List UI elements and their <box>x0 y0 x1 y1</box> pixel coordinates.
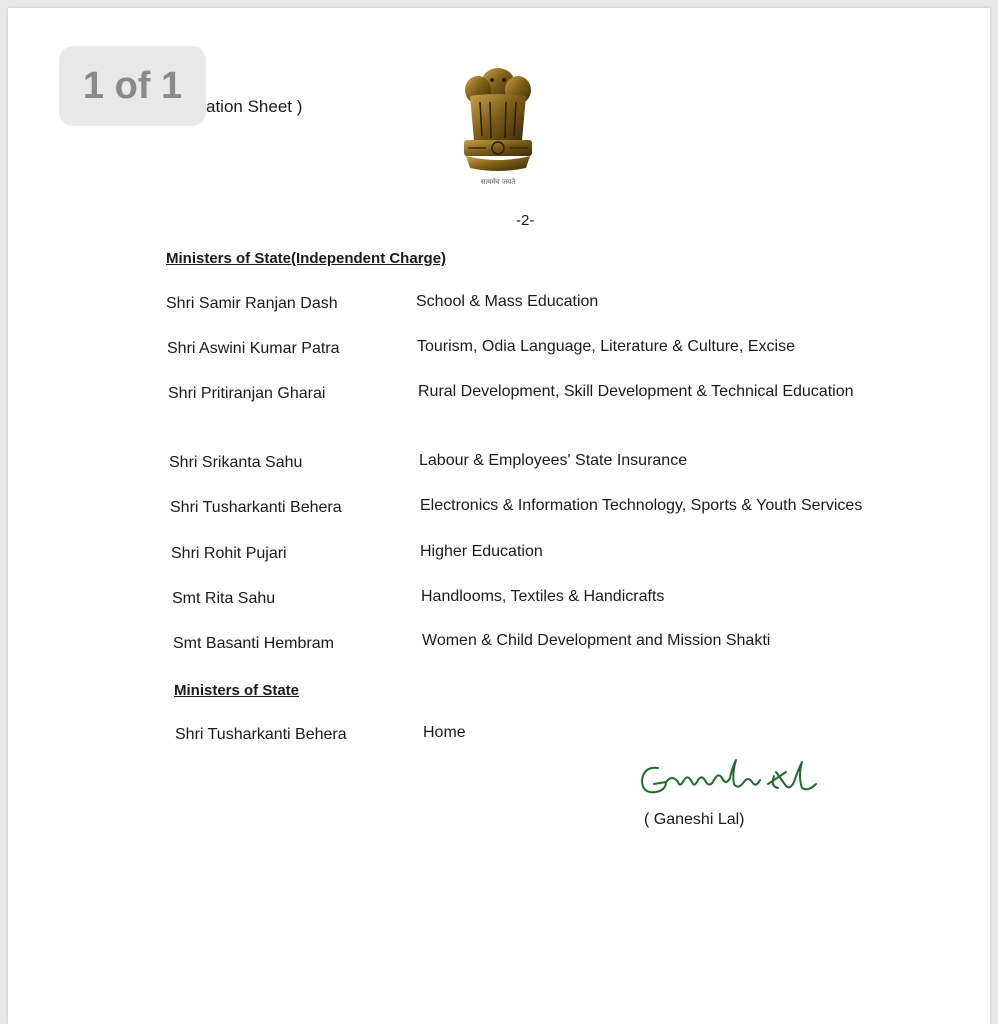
signature-icon <box>636 756 826 806</box>
minister-portfolio: Electronics & Information Technology, Sports & Youth Services <box>420 497 863 514</box>
header-fragment: ation Sheet ) <box>206 97 303 116</box>
minister-name: Shri Srikanta Sahu <box>169 454 303 471</box>
emblem-caption: सत्यमेव जयते <box>480 178 516 186</box>
minister-portfolio: Rural Development, Skill Development & Technical Education <box>418 383 854 400</box>
section-heading-mos: Ministers of State <box>174 682 300 699</box>
document-page <box>8 8 990 1024</box>
minister-name: Smt Rita Sahu <box>172 590 276 607</box>
minister-portfolio: Higher Education <box>420 543 543 560</box>
minister-portfolio: Home <box>423 724 466 741</box>
minister-name: Smt Basanti Hembram <box>173 635 334 652</box>
minister-name: Shri Tusharkanti Behera <box>175 726 347 743</box>
signatory-name: ( Ganeshi Lal) <box>644 811 745 828</box>
national-emblem-icon <box>456 62 540 188</box>
minister-portfolio: Women & Child Development and Mission Shakti <box>422 632 771 649</box>
page-number: -2- <box>516 212 535 229</box>
minister-portfolio: Tourism, Odia Language, Literature & Culture, Excise <box>417 338 795 355</box>
minister-portfolio: Labour & Employees' State Insurance <box>419 452 688 469</box>
minister-name: Shri Rohit Pujari <box>171 545 287 562</box>
minister-portfolio: School & Mass Education <box>416 293 599 310</box>
minister-name: Shri Pritiranjan Gharai <box>168 385 326 402</box>
minister-name: Shri Samir Ranjan Dash <box>166 295 338 312</box>
page-indicator: 1 of 1 <box>59 46 206 126</box>
minister-portfolio: Handlooms, Textiles & Handicrafts <box>421 588 665 605</box>
minister-name: Shri Aswini Kumar Patra <box>167 340 340 357</box>
section-heading-mos-independent: Ministers of State(Independent Charge) <box>166 250 447 267</box>
minister-name: Shri Tusharkanti Behera <box>170 499 342 516</box>
